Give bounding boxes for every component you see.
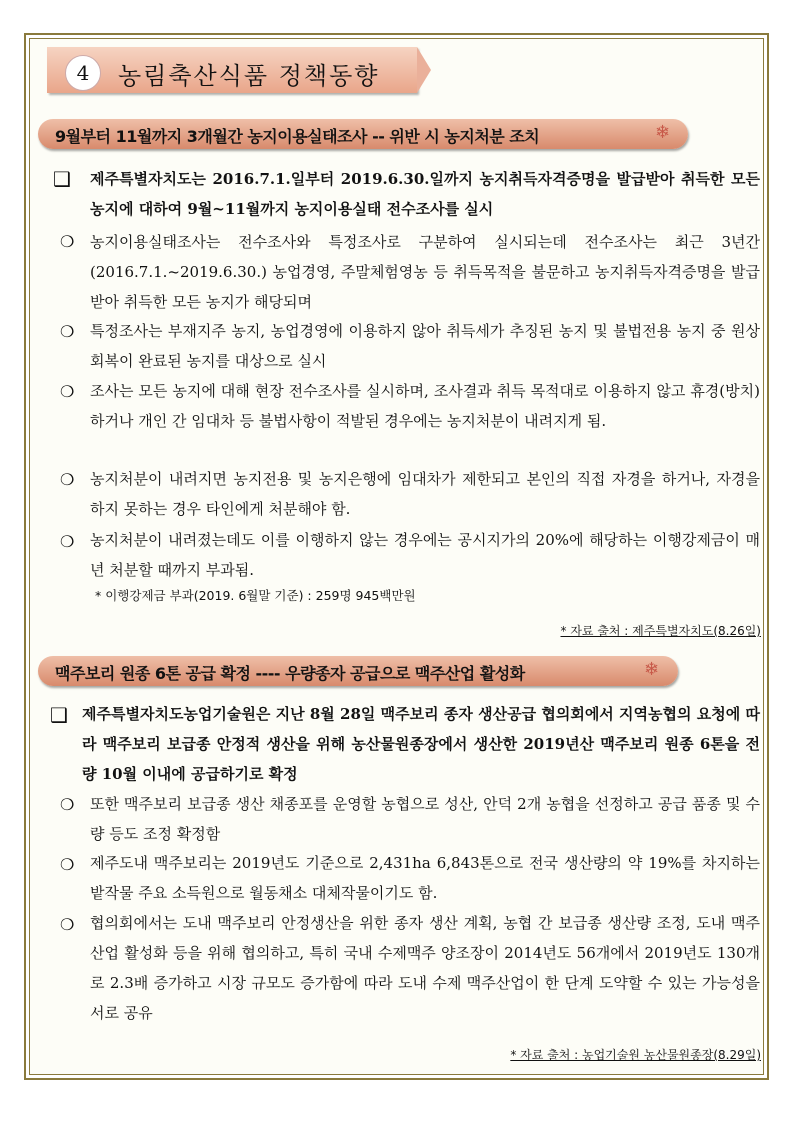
square-bullet-icon: ❑ xyxy=(53,167,71,191)
section1-heading: 9월부터 11월까지 3개월간 농지이용실태조사 -- 위반 시 농지처분 조치 xyxy=(55,127,540,146)
circle-bullet-icon: ❍ xyxy=(60,795,75,814)
section2-heading: 맥주보리 원종 6톤 공급 확정 ---- 우량종자 공급으로 맥주산업 활성화 xyxy=(55,664,525,683)
section-number: 4 xyxy=(65,55,101,91)
snowflake-icon: ❄ xyxy=(655,122,671,143)
section2-point-2: 제주도내 맥주보리는 2019년도 기준으로 2,431ha 6,843톤으로 전국 생산량의 약 19%를 차지하는 밭작물 주요 소득원으로 월동채소 대체작물이기도 함. xyxy=(90,854,760,902)
section1-source: * 자료 출처 : 제주특별자치도(8.26일) xyxy=(560,624,761,638)
section1-point-5: 농지처분이 내려졌는데도 이를 이행하지 않는 경우에는 공시지가의 20%에 해당하는 이행강제금이 매년 처분할 때까지 부과됨. xyxy=(90,531,760,579)
section1-point-2: 특정조사는 부재지주 농지, 농업경영에 이용하지 않아 취득세가 추징된 농지 및 불법전용 농지 중 원상회복이 완료된 농지를 대상으로 실시 xyxy=(90,322,760,370)
circle-bullet-icon: ❍ xyxy=(60,532,75,551)
section2-lead: 제주특별자치도농업기술원은 지난 8월 28일 맥주보리 종자 생산공급 협의회에서 지역농협의 요청에 따라 맥주보리 보급종 안정적 생산을 위해 농산물원종장에서 생산한 2019년산 맥주보리 원종 6톤을 전량 10월 이내에 공급하기로 확정 xyxy=(82,705,760,783)
square-bullet-icon: ❑ xyxy=(50,703,68,727)
section1-point-4: 농지처분이 내려지면 농지전용 및 농지은행에 임대차가 제한되고 본인의 직접 자경을 하거나, 자경을 하지 못하는 경우 타인에게 처분해야 함. xyxy=(90,470,760,518)
section1-lead: 제주특별자치도는 2016.7.1.일부터 2019.6.30.일까지 농지취득자격증명을 발급받아 취득한 모든 농지에 대하여 9월~11월까지 농지이용실태 전수조사를 실시 xyxy=(90,170,760,218)
section1-point-3: 조사는 모든 농지에 대해 현장 전수조사를 실시하며, 조사결과 취득 목적대로 이용하지 않고 휴경(방치)하거나 개인 간 임대차 등 불법사항이 적발된 경우에는 농지처분이 내려지게 됨. xyxy=(90,382,760,430)
section2-point-3: 협의회에서는 도내 맥주보리 안정생산을 위한 종자 생산 계획, 농협 간 보급종 생산량 조정, 도내 맥주산업 활성화 등을 위해 협의하고, 특히 국내 수제맥주 양조장이 2014년도 56개에서 2019년도 130개로 2.3배 증가하고 시장 규모도 증가함에 따라 도내 수제 맥주산업이 한 단계 도약할 수 있는 가능성을 서로 공유 xyxy=(90,914,760,1022)
snowflake-icon: ❄ xyxy=(644,659,660,680)
section2-point-1: 또한 맥주보리 보급종 생산 채종포를 운영할 농협으로 성산, 안덕 2개 농협을 선정하고 공급 품종 및 수량 등도 조정 확정함 xyxy=(90,795,760,843)
section1-note: * 이행강제금 부과(2019. 6월말 기준) : 259명 945백만원 xyxy=(95,588,416,603)
circle-bullet-icon: ❍ xyxy=(60,915,75,934)
section2-source: * 자료 출처 : 농업기술원 농산물원종장(8.29일) xyxy=(510,1048,761,1062)
circle-bullet-icon: ❍ xyxy=(60,470,75,489)
circle-bullet-icon: ❍ xyxy=(60,322,75,341)
circle-bullet-icon: ❍ xyxy=(60,855,75,874)
circle-bullet-icon: ❍ xyxy=(60,382,75,401)
circle-bullet-icon: ❍ xyxy=(60,232,75,251)
page-title: 농림축산식품 정책동향 xyxy=(118,62,380,90)
section1-point-1: 농지이용실태조사는 전수조사와 특정조사로 구분하여 실시되는데 전수조사는 최근 3년간(2016.7.1.~2019.6.30.) 농업경영, 주말체험영농 등 취득목적을 불문하고 농지취득자격증명을 발급받아 취득한 모든 농지가 해당되며 xyxy=(90,233,760,311)
